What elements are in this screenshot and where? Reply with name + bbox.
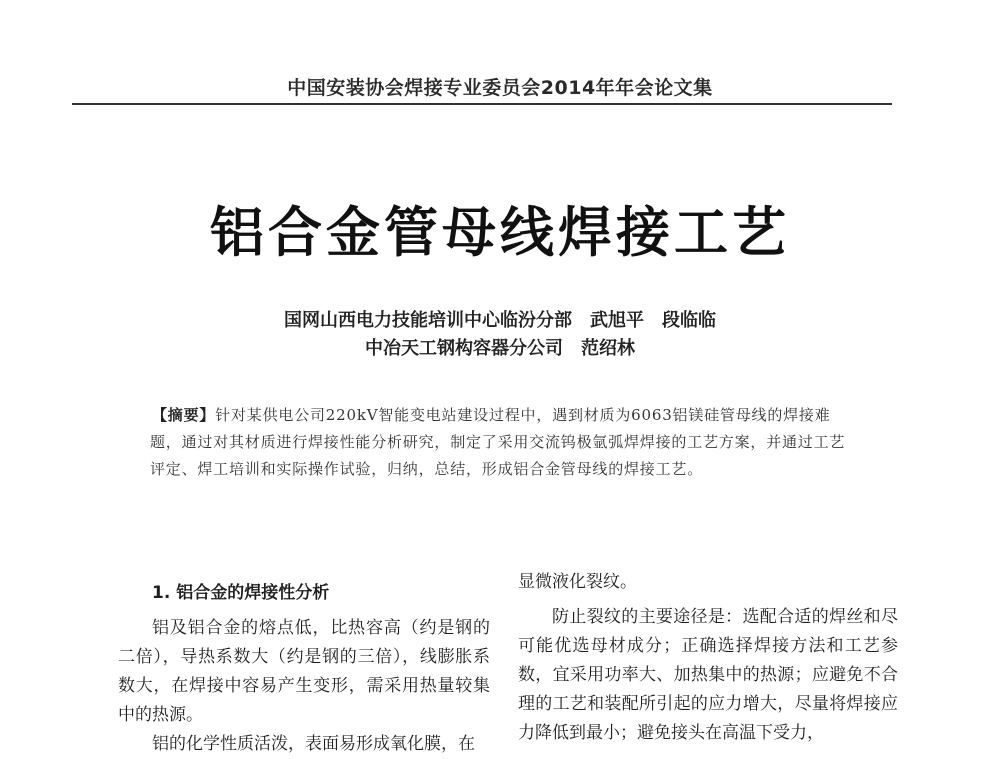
author-name: 武旭平 bbox=[590, 310, 644, 331]
body-right-column bbox=[518, 568, 898, 748]
proceedings-header: 中国安装协会焊接专业委员会2014年年会论文集 bbox=[287, 77, 713, 99]
paragraph: 铝及铝合金的熔点低，比热容高（约是钢的二倍），导热系数大（约是钢的三倍），线膨胀系数大，在焊接中容易产生变形，需采用热量较集中的热源。 bbox=[118, 618, 490, 725]
abstract bbox=[150, 402, 855, 483]
section-heading: 1. 铝合金的焊接性分析 bbox=[152, 583, 330, 603]
paragraph-continuation: 显微液化裂纹。 bbox=[518, 572, 637, 592]
author-name: 段临临 bbox=[662, 310, 716, 331]
abstract-text: 针对某供电公司220kV智能变电站建设过程中，遇到材质为6063铝镁硅管母线的焊接难题，通过对其材质进行焊接性能分析研究，制定了采用交流钨极氩弧焊焊接的工艺方案，并通过工艺评定、焊工培训和实际操作试验，归纳，总结，形成铝合金管母线的焊接工艺。 bbox=[150, 406, 846, 478]
affiliation-1: 国网山西电力技能培训中心临汾分部 bbox=[284, 310, 572, 331]
author-name: 范绍林 bbox=[581, 338, 635, 359]
paragraph: 铝的化学性质活泼，表面易形成氧化膜，在 bbox=[152, 734, 475, 754]
affiliation-2: 中冶天工钢构容器分公司 bbox=[365, 338, 563, 359]
header-divider bbox=[72, 103, 892, 105]
article-title: 铝合金管母线焊接工艺 bbox=[210, 201, 790, 264]
paragraph: 防止裂纹的主要途径是：选配合适的焊丝和尽可能优选母材成分；正确选择焊接方法和工艺参数，宜采用功率大、加热集中的热源；应避免不合理的工艺和装配所引起的应力增大，尽量将焊接应力降低到最小；避免接头在高温下受力， bbox=[518, 607, 898, 743]
body-left-column bbox=[118, 578, 490, 759]
abstract-label: 【摘要】 bbox=[152, 406, 216, 424]
author-line-1 bbox=[0, 306, 1000, 332]
author-line-2 bbox=[0, 334, 1000, 360]
